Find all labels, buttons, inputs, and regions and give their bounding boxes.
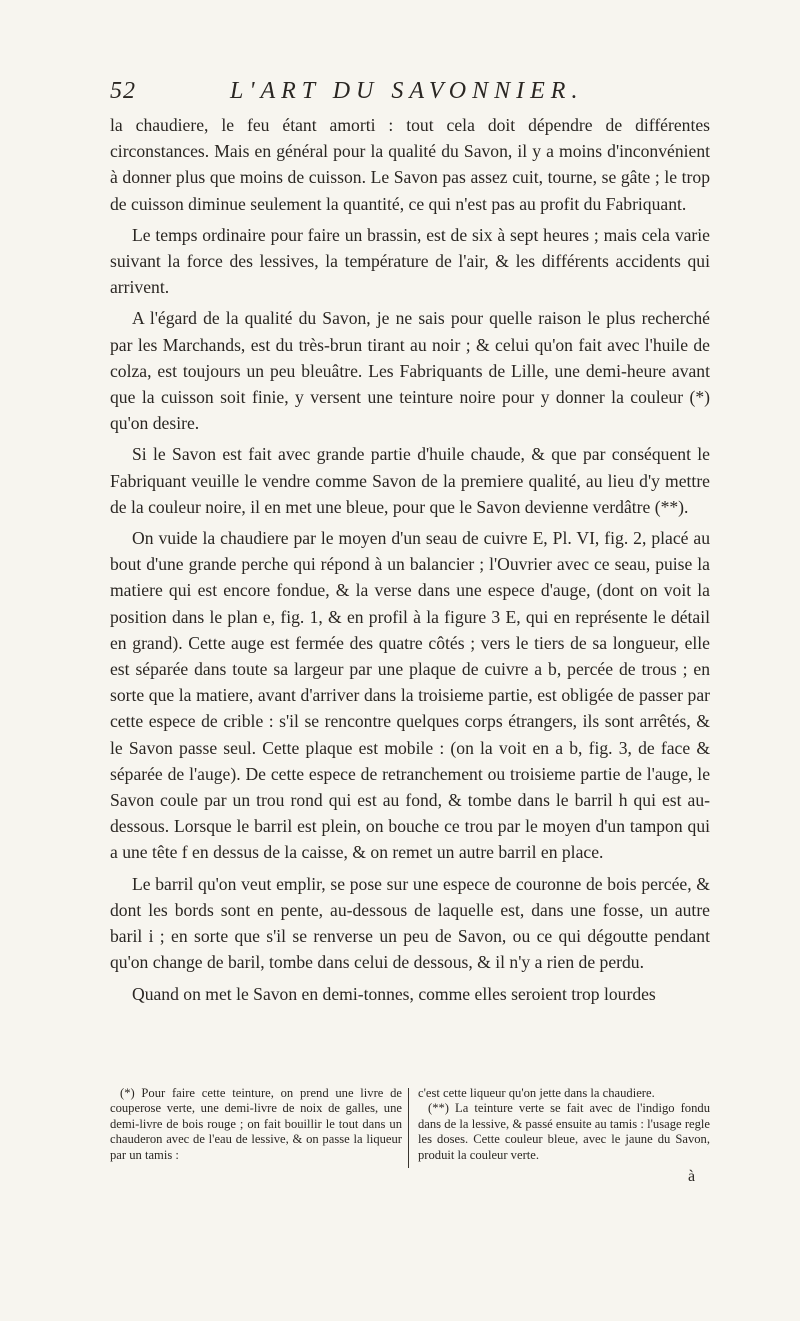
footnote-divider	[408, 1088, 409, 1168]
body-text	[110, 112, 710, 1012]
page-header	[110, 78, 710, 114]
paragraph-7: Quand on met le Savon en demi-tonnes, comme elles seroient trop lourdes	[132, 983, 656, 1004]
page-number: 52	[110, 78, 136, 104]
paragraph-1: la chaudiere, le feu étant amorti : tout cela doit dépendre de différentes circonstances. Mais en général pour la qualité du Savon, il y a moins d'inconvénient à donner plus que moins de cuisson. Le Savon pas assez cuit, tourne, se gâte ; le trop de cuisson diminue seulement la quantité, ce qui n'est pas au profit du Fabriquant.	[110, 115, 710, 214]
footnote-2: (**) La teinture verte se fait avec de l'indigo fondu dans de la lessive, & passé ensuite au tamis : l'usage regle les doses. Cette couleur bleue, avec le jaune du Savon, produit la couleur verte.	[418, 1101, 710, 1162]
paragraph-4: Si le Savon est fait avec grande partie d'huile chaude, & que par conséquent le Fabriquant veuille le vendre comme Savon de la premiere qualité, au lieu d'y mettre de la couleur noire, il en met une bleue, pour que le Savon devienne verdâtre (**).	[110, 444, 710, 517]
paragraph-2: Le temps ordinaire pour faire un brassin, est de six à sept heures ; mais cela varie suivant la force des lessives, la température de l'air, & les différents accidents qui arrivent.	[110, 224, 710, 298]
footnotes	[110, 1086, 710, 1176]
footnote-1: (*) Pour faire cette teinture, on prend une livre de couperose verte, une demi-livre de noix de galles, une demi-livre de bois rouge ; on fait bouillir le tout dans un chauderon avec de l'eau de lessive, & on passe la liqueur par un tamis :	[110, 1086, 402, 1162]
footnote-right-column	[418, 1086, 710, 1163]
paragraph-6: Le barril qu'on veut emplir, se pose sur une espece de couronne de bois percée, & dont les bords sont en pente, au-dessous de laquelle est, dans une fosse, un autre baril i ; en sorte que s'il se renverse un peu de Savon, ou ce qui dégoutte pendant qu'on change de baril, tombe dans celui de dessous, & il n'y a rien de perdu.	[110, 873, 710, 973]
footnote-1-continued: c'est cette liqueur qu'on jette dans la chaudiere.	[418, 1086, 655, 1100]
running-title: L'ART DU SAVONNIER.	[230, 78, 584, 104]
footnote-left-column	[110, 1086, 402, 1163]
paragraph-5: On vuide la chaudiere par le moyen d'un seau de cuivre E, Pl. VI, fig. 2, placé au bout d'une grande perche qui répond à un balancier ; l'Ouvrier avec ce seau, puise la matiere qui est encore fondue, & la verse dans une espece d'auge, (dont on voit la position dans le plan e, fig. 1, & en profil à la figure 3 E, qui en représente le détail en grand). Cette auge est fermée des quatre côtés ; vers le tiers de sa longueur, elle est séparée dans toute sa largeur par une plaque de cuivre a b, percée de trous ; en sorte que la matiere, avant d'arriver dans la troisieme partie, est obligée de passer par cette espece de crible : s'il se rencontre quelques corps étrangers, ils sont arrêtés, & le Savon passe seul. Cette plaque est mobile : (on la voit en a b, fig. 3, de face & séparée de l'auge). De cette espece de retranchement ou troisieme partie de l'auge, le Savon coule par un trou rond qui est au fond, & tombe dans le barril h qui est au-dessous. Lorsque le barril est plein, on bouche ce trou par le moyen d'un tampon qui a une tête f en dessus de la caisse, & on remet un autre barril en place.	[110, 528, 710, 863]
catchword: à	[688, 1168, 696, 1185]
paragraph-3: A l'égard de la qualité du Savon, je ne sais pour quelle raison le plus recherché par les Marchands, est du très-brun tirant au noir ; & celui qu'on fait avec l'huile de colza, est toujours un peu bleuâtre. Les Fabriquants de Lille, une demi-heure avant que la cuisson soit finie, y versent une teinture noire pour y donner la couleur (*) qu'on desire.	[110, 308, 710, 434]
